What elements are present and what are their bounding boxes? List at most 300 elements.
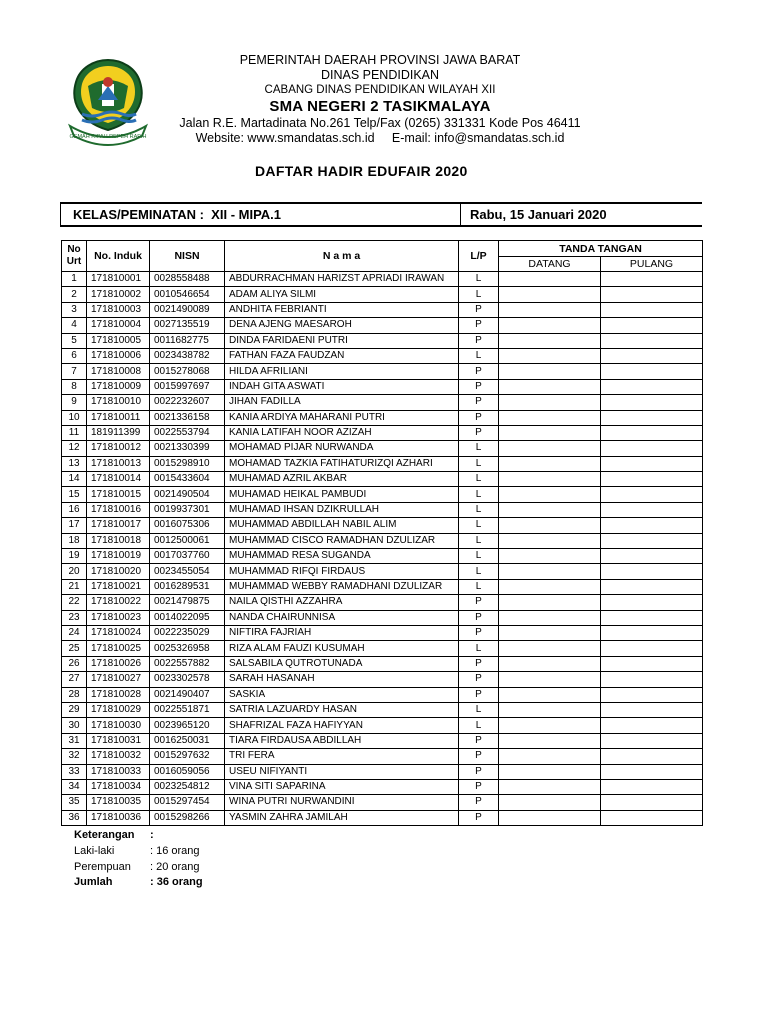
cell-signature-pulang[interactable] bbox=[601, 318, 703, 333]
cell-signature-pulang[interactable] bbox=[601, 472, 703, 487]
cell-no-induk: 181911399 bbox=[87, 425, 150, 440]
table-row bbox=[62, 672, 703, 687]
document-title: DAFTAR HADIR EDUFAIR 2020 bbox=[255, 163, 468, 179]
table-row bbox=[62, 502, 703, 517]
cell-signature-datang[interactable] bbox=[499, 641, 601, 656]
table-row bbox=[62, 641, 703, 656]
table-row bbox=[62, 610, 703, 625]
cell-no: 17 bbox=[62, 518, 87, 533]
cell-signature-pulang[interactable] bbox=[601, 564, 703, 579]
cell-signature-datang[interactable] bbox=[499, 364, 601, 379]
cell-nama: SHAFRIZAL FAZA HAFIYYAN bbox=[225, 718, 459, 733]
cell-signature-pulang[interactable] bbox=[601, 718, 703, 733]
cell-nisn: 0015997697 bbox=[150, 379, 225, 394]
cell-signature-datang[interactable] bbox=[499, 749, 601, 764]
cell-signature-datang[interactable] bbox=[499, 687, 601, 702]
cell-no: 3 bbox=[62, 302, 87, 317]
summary-total-label: Jumlah bbox=[74, 876, 113, 888]
cell-signature-pulang[interactable] bbox=[601, 287, 703, 302]
summary-heading-colon: : bbox=[150, 829, 154, 841]
cell-gender: L bbox=[459, 641, 499, 656]
cell-signature-datang[interactable] bbox=[499, 502, 601, 517]
cell-signature-pulang[interactable] bbox=[601, 795, 703, 810]
cell-nisn: 0023254812 bbox=[150, 779, 225, 794]
table-row bbox=[62, 364, 703, 379]
cell-nama: SALSABILA QUTROTUNADA bbox=[225, 656, 459, 671]
cell-no-induk: 171810008 bbox=[87, 364, 150, 379]
cell-nisn: 0027135519 bbox=[150, 318, 225, 333]
cell-nisn: 0021490504 bbox=[150, 487, 225, 502]
cell-signature-datang[interactable] bbox=[499, 718, 601, 733]
cell-gender: L bbox=[459, 702, 499, 717]
letterhead-address: Jalan R.E. Martadinata No.261 Telp/Fax (0265) 331331 Kode Pos 46411 bbox=[179, 116, 581, 130]
cell-gender: L bbox=[459, 533, 499, 548]
cell-no: 10 bbox=[62, 410, 87, 425]
cell-nama: MUHAMAD IHSAN DZIKRULLAH bbox=[225, 502, 459, 517]
table-row bbox=[62, 533, 703, 548]
cell-signature-datang[interactable] bbox=[499, 764, 601, 779]
cell-nisn: 0021479875 bbox=[150, 595, 225, 610]
cell-gender: P bbox=[459, 425, 499, 440]
summary-heading bbox=[74, 829, 154, 841]
cell-nama: USEU NIFIYANTI bbox=[225, 764, 459, 779]
summary-female-label: Perempuan bbox=[74, 861, 131, 873]
event-date: Rabu, 15 Januari 2020 bbox=[470, 207, 607, 222]
cell-no-induk: 171810035 bbox=[87, 795, 150, 810]
cell-signature-pulang[interactable] bbox=[601, 410, 703, 425]
cell-signature-datang[interactable] bbox=[499, 379, 601, 394]
cell-no: 32 bbox=[62, 749, 87, 764]
cell-gender: L bbox=[459, 272, 499, 287]
cell-no-induk: 171810010 bbox=[87, 395, 150, 410]
cell-no-induk: 171810029 bbox=[87, 702, 150, 717]
cell-no: 8 bbox=[62, 379, 87, 394]
letterhead-government: PEMERINTAH DAERAH PROVINSI JAWA BARAT bbox=[239, 53, 521, 67]
cell-signature-datang[interactable] bbox=[499, 533, 601, 548]
table-row bbox=[62, 733, 703, 748]
cell-gender: P bbox=[459, 779, 499, 794]
cell-nisn: 0022553794 bbox=[150, 425, 225, 440]
cell-nisn: 0023438782 bbox=[150, 348, 225, 363]
cell-signature-datang[interactable] bbox=[499, 333, 601, 348]
cell-nama: RIZA ALAM FAUZI KUSUMAH bbox=[225, 641, 459, 656]
header-no-induk: No. Induk bbox=[87, 241, 150, 272]
cell-no-induk: 171810033 bbox=[87, 764, 150, 779]
summary-total bbox=[74, 876, 203, 888]
cell-gender: P bbox=[459, 302, 499, 317]
cell-nisn: 0022551871 bbox=[150, 702, 225, 717]
cell-nisn: 0017037760 bbox=[150, 549, 225, 564]
cell-gender: P bbox=[459, 687, 499, 702]
cell-signature-pulang[interactable] bbox=[601, 533, 703, 548]
cell-gender: P bbox=[459, 333, 499, 348]
cell-nisn: 0021490089 bbox=[150, 302, 225, 317]
cell-signature-pulang[interactable] bbox=[601, 733, 703, 748]
cell-nisn: 0010546654 bbox=[150, 287, 225, 302]
cell-nisn: 0015297632 bbox=[150, 749, 225, 764]
cell-signature-datang[interactable] bbox=[499, 410, 601, 425]
cell-signature-pulang[interactable] bbox=[601, 348, 703, 363]
cell-signature-datang[interactable] bbox=[499, 672, 601, 687]
cell-nama: MUHAMAD HEIKAL PAMBUDI bbox=[225, 487, 459, 502]
table-row bbox=[62, 287, 703, 302]
cell-no: 4 bbox=[62, 318, 87, 333]
cell-signature-datang[interactable] bbox=[499, 472, 601, 487]
table-row bbox=[62, 779, 703, 794]
jawa-barat-emblem-logo bbox=[62, 56, 154, 148]
cell-no-induk: 171810002 bbox=[87, 287, 150, 302]
cell-nama: FATHAN FAZA FAUDZAN bbox=[225, 348, 459, 363]
cell-gender: L bbox=[459, 579, 499, 594]
table-row bbox=[62, 395, 703, 410]
cell-gender: P bbox=[459, 795, 499, 810]
cell-gender: L bbox=[459, 287, 499, 302]
summary-female-value: : 20 orang bbox=[150, 861, 200, 873]
cell-nisn: 0022232607 bbox=[150, 395, 225, 410]
cell-gender: L bbox=[459, 441, 499, 456]
header-datang: DATANG bbox=[499, 257, 601, 272]
cell-nisn: 0022557882 bbox=[150, 656, 225, 671]
cell-nisn: 0021490407 bbox=[150, 687, 225, 702]
cell-signature-pulang[interactable] bbox=[601, 702, 703, 717]
cell-no-induk: 171810014 bbox=[87, 472, 150, 487]
cell-gender: P bbox=[459, 364, 499, 379]
cell-gender: L bbox=[459, 718, 499, 733]
cell-nama: MUHAMMAD CISCO RAMADHAN DZULIZAR bbox=[225, 533, 459, 548]
cell-nama: MUHAMAD AZRIL AKBAR bbox=[225, 472, 459, 487]
cell-no: 23 bbox=[62, 610, 87, 625]
cell-no-induk: 171810016 bbox=[87, 502, 150, 517]
cell-no: 20 bbox=[62, 564, 87, 579]
cell-no: 14 bbox=[62, 472, 87, 487]
cell-nisn: 0014022095 bbox=[150, 610, 225, 625]
cell-nisn: 0015297454 bbox=[150, 795, 225, 810]
cell-signature-datang[interactable] bbox=[499, 395, 601, 410]
cell-nisn: 0016289531 bbox=[150, 579, 225, 594]
cell-gender: L bbox=[459, 456, 499, 471]
table-row bbox=[62, 487, 703, 502]
cell-signature-datang[interactable] bbox=[499, 795, 601, 810]
cell-no-induk: 171810025 bbox=[87, 641, 150, 656]
cell-signature-pulang[interactable] bbox=[601, 518, 703, 533]
cell-signature-pulang[interactable] bbox=[601, 395, 703, 410]
cell-nisn: 0016250031 bbox=[150, 733, 225, 748]
table-row bbox=[62, 333, 703, 348]
table-row bbox=[62, 379, 703, 394]
cell-no: 7 bbox=[62, 364, 87, 379]
cell-no: 25 bbox=[62, 641, 87, 656]
cell-signature-pulang[interactable] bbox=[601, 549, 703, 564]
cell-no-induk: 171810028 bbox=[87, 687, 150, 702]
cell-gender: P bbox=[459, 610, 499, 625]
cell-no-induk: 171810026 bbox=[87, 656, 150, 671]
cell-no-induk: 171810030 bbox=[87, 718, 150, 733]
cell-nisn: 0015433604 bbox=[150, 472, 225, 487]
cell-gender: L bbox=[459, 487, 499, 502]
cell-no: 28 bbox=[62, 687, 87, 702]
table-row bbox=[62, 595, 703, 610]
cell-nisn: 0022235029 bbox=[150, 625, 225, 640]
cell-no: 15 bbox=[62, 487, 87, 502]
cell-signature-datang[interactable] bbox=[499, 425, 601, 440]
cell-nama: DINDA FARIDAENI PUTRI bbox=[225, 333, 459, 348]
cell-signature-datang[interactable] bbox=[499, 272, 601, 287]
cell-signature-datang[interactable] bbox=[499, 348, 601, 363]
cell-signature-pulang[interactable] bbox=[601, 610, 703, 625]
cell-signature-pulang[interactable] bbox=[601, 656, 703, 671]
cell-signature-datang[interactable] bbox=[499, 733, 601, 748]
cell-signature-pulang[interactable] bbox=[601, 749, 703, 764]
cell-nisn: 0015278068 bbox=[150, 364, 225, 379]
cell-no: 18 bbox=[62, 533, 87, 548]
cell-gender: P bbox=[459, 395, 499, 410]
cell-nama: HILDA AFRILIANI bbox=[225, 364, 459, 379]
cell-no-induk: 171810006 bbox=[87, 348, 150, 363]
cell-nisn: 0012500061 bbox=[150, 533, 225, 548]
cell-no-induk: 171810021 bbox=[87, 579, 150, 594]
cell-no-induk: 171810004 bbox=[87, 318, 150, 333]
table-row bbox=[62, 579, 703, 594]
cell-gender: P bbox=[459, 379, 499, 394]
cell-no: 13 bbox=[62, 456, 87, 471]
cell-nama: YASMIN ZAHRA JAMILAH bbox=[225, 810, 459, 825]
cell-nama: JIHAN FADILLA bbox=[225, 395, 459, 410]
cell-gender: P bbox=[459, 410, 499, 425]
cell-nisn: 0019937301 bbox=[150, 502, 225, 517]
cell-signature-datang[interactable] bbox=[499, 625, 601, 640]
cell-nisn: 0023455054 bbox=[150, 564, 225, 579]
cell-nama: MUHAMMAD RIFQI FIRDAUS bbox=[225, 564, 459, 579]
table-row bbox=[62, 625, 703, 640]
cell-signature-pulang[interactable] bbox=[601, 364, 703, 379]
logo-banner-text: GEMAH RIPAH REPEH RAPIH bbox=[69, 134, 147, 140]
cell-signature-pulang[interactable] bbox=[601, 487, 703, 502]
cell-signature-datang[interactable] bbox=[499, 318, 601, 333]
cell-signature-datang[interactable] bbox=[499, 302, 601, 317]
letterhead-branch: CABANG DINAS PENDIDIKAN WILAYAH XII bbox=[264, 84, 496, 96]
table-row bbox=[62, 318, 703, 333]
cell-nama: TRI FERA bbox=[225, 749, 459, 764]
cell-nama: MUHAMMAD WEBBY RAMADHANI DZULIZAR bbox=[225, 579, 459, 594]
cell-signature-pulang[interactable] bbox=[601, 425, 703, 440]
table-row bbox=[62, 272, 703, 287]
table-row bbox=[62, 749, 703, 764]
cell-signature-pulang[interactable] bbox=[601, 333, 703, 348]
cell-no-induk: 171810036 bbox=[87, 810, 150, 825]
table-row bbox=[62, 518, 703, 533]
cell-signature-datang[interactable] bbox=[499, 487, 601, 502]
cell-gender: L bbox=[459, 549, 499, 564]
cell-no-induk: 171810011 bbox=[87, 410, 150, 425]
cell-signature-datang[interactable] bbox=[499, 441, 601, 456]
cell-nisn: 0023965120 bbox=[150, 718, 225, 733]
table-row bbox=[62, 441, 703, 456]
cell-no-induk: 171810009 bbox=[87, 379, 150, 394]
summary-male bbox=[74, 845, 200, 857]
cell-no: 6 bbox=[62, 348, 87, 363]
cell-no-induk: 171810005 bbox=[87, 333, 150, 348]
cell-nama: MUHAMMAD ABDILLAH NABIL ALIM bbox=[225, 518, 459, 533]
table-row bbox=[62, 549, 703, 564]
cell-nisn: 0015298910 bbox=[150, 456, 225, 471]
cell-no: 19 bbox=[62, 549, 87, 564]
header-no: No Urt bbox=[62, 241, 87, 272]
cell-no-induk: 171810015 bbox=[87, 487, 150, 502]
cell-no-induk: 171810024 bbox=[87, 625, 150, 640]
cell-signature-datang[interactable] bbox=[499, 579, 601, 594]
summary-male-value: : 16 orang bbox=[150, 845, 200, 857]
header-signature: TANDA TANGAN bbox=[499, 241, 703, 257]
cell-no: 34 bbox=[62, 779, 87, 794]
cell-no: 11 bbox=[62, 425, 87, 440]
cell-nama: NANDA CHAIRUNNISA bbox=[225, 610, 459, 625]
cell-signature-datang[interactable] bbox=[499, 595, 601, 610]
cell-nisn: 0016059056 bbox=[150, 764, 225, 779]
cell-signature-datang[interactable] bbox=[499, 702, 601, 717]
cell-signature-pulang[interactable] bbox=[601, 641, 703, 656]
cell-nama: SASKIA bbox=[225, 687, 459, 702]
cell-nama: ANDHITA FEBRIANTI bbox=[225, 302, 459, 317]
cell-no-induk: 171810019 bbox=[87, 549, 150, 564]
cell-signature-pulang[interactable] bbox=[601, 579, 703, 594]
cell-no: 35 bbox=[62, 795, 87, 810]
attendance-table-body bbox=[62, 272, 703, 826]
cell-signature-datang[interactable] bbox=[499, 518, 601, 533]
cell-signature-pulang[interactable] bbox=[601, 810, 703, 825]
cell-nama: MOHAMAD TAZKIA FATIHATURIZQI AZHARI bbox=[225, 456, 459, 471]
cell-signature-pulang[interactable] bbox=[601, 302, 703, 317]
table-row bbox=[62, 764, 703, 779]
cell-signature-pulang[interactable] bbox=[601, 687, 703, 702]
cell-signature-pulang[interactable] bbox=[601, 502, 703, 517]
cell-nisn: 0021330399 bbox=[150, 441, 225, 456]
table-row bbox=[62, 472, 703, 487]
cell-no-induk: 171810034 bbox=[87, 779, 150, 794]
cell-no-induk: 171810017 bbox=[87, 518, 150, 533]
cell-nama: VINA SITI SAPARINA bbox=[225, 779, 459, 794]
class-info-bar bbox=[60, 202, 702, 227]
cell-gender: L bbox=[459, 518, 499, 533]
header-gender: L/P bbox=[459, 241, 499, 272]
cell-nama: NIFTIRA FAJRIAH bbox=[225, 625, 459, 640]
cell-signature-datang[interactable] bbox=[499, 610, 601, 625]
summary-male-label: Laki-laki bbox=[74, 845, 115, 857]
attendance-table bbox=[61, 240, 703, 826]
summary-total-value: : 36 orang bbox=[150, 876, 203, 888]
cell-gender: P bbox=[459, 764, 499, 779]
cell-signature-pulang[interactable] bbox=[601, 441, 703, 456]
cell-signature-datang[interactable] bbox=[499, 287, 601, 302]
cell-no-induk: 171810023 bbox=[87, 610, 150, 625]
cell-gender: L bbox=[459, 348, 499, 363]
cell-signature-pulang[interactable] bbox=[601, 672, 703, 687]
table-row bbox=[62, 456, 703, 471]
cell-signature-datang[interactable] bbox=[499, 810, 601, 825]
cell-signature-datang[interactable] bbox=[499, 779, 601, 794]
cell-signature-datang[interactable] bbox=[499, 656, 601, 671]
table-row bbox=[62, 702, 703, 717]
cell-no-induk: 171810018 bbox=[87, 533, 150, 548]
cell-nama: INDAH GITA ASWATI bbox=[225, 379, 459, 394]
cell-nisn: 0015298266 bbox=[150, 810, 225, 825]
cell-no-induk: 171810001 bbox=[87, 272, 150, 287]
cell-gender: P bbox=[459, 595, 499, 610]
cell-no: 33 bbox=[62, 764, 87, 779]
table-row bbox=[62, 810, 703, 825]
cell-nama: MOHAMAD PIJAR NURWANDA bbox=[225, 441, 459, 456]
cell-no: 29 bbox=[62, 702, 87, 717]
cell-gender: P bbox=[459, 733, 499, 748]
table-row bbox=[62, 656, 703, 671]
cell-gender: P bbox=[459, 749, 499, 764]
cell-no: 9 bbox=[62, 395, 87, 410]
cell-signature-datang[interactable] bbox=[499, 549, 601, 564]
cell-no: 12 bbox=[62, 441, 87, 456]
cell-nama: KANIA ARDIYA MAHARANI PUTRI bbox=[225, 410, 459, 425]
cell-nama: WINA PUTRI NURWANDINI bbox=[225, 795, 459, 810]
cell-no: 26 bbox=[62, 656, 87, 671]
letterhead-contact: Website: www.smandatas.sch.id E-mail: info@smandatas.sch.id bbox=[195, 131, 565, 145]
cell-signature-pulang[interactable] bbox=[601, 595, 703, 610]
summary-female bbox=[74, 861, 200, 873]
header-pulang: PULANG bbox=[601, 257, 703, 272]
cell-no: 21 bbox=[62, 579, 87, 594]
cell-signature-datang[interactable] bbox=[499, 456, 601, 471]
cell-no: 22 bbox=[62, 595, 87, 610]
cell-nisn: 0023302578 bbox=[150, 672, 225, 687]
cell-nisn: 0028558488 bbox=[150, 272, 225, 287]
cell-no-induk: 171810020 bbox=[87, 564, 150, 579]
cell-gender: P bbox=[459, 672, 499, 687]
letterhead-school-name: SMA NEGERI 2 TASIKMALAYA bbox=[269, 98, 491, 115]
cell-signature-datang[interactable] bbox=[499, 564, 601, 579]
cell-no-induk: 171810032 bbox=[87, 749, 150, 764]
cell-no-induk: 171810031 bbox=[87, 733, 150, 748]
table-row bbox=[62, 348, 703, 363]
header-nama: N a m a bbox=[225, 241, 459, 272]
cell-no: 30 bbox=[62, 718, 87, 733]
cell-gender: P bbox=[459, 625, 499, 640]
cell-gender: P bbox=[459, 318, 499, 333]
cell-nisn: 0011682775 bbox=[150, 333, 225, 348]
table-row bbox=[62, 564, 703, 579]
cell-gender: P bbox=[459, 656, 499, 671]
cell-signature-pulang[interactable] bbox=[601, 625, 703, 640]
table-row bbox=[62, 410, 703, 425]
cell-signature-pulang[interactable] bbox=[601, 379, 703, 394]
cell-signature-pulang[interactable] bbox=[601, 456, 703, 471]
cell-signature-pulang[interactable] bbox=[601, 272, 703, 287]
cell-nama: MUHAMMAD RESA SUGANDA bbox=[225, 549, 459, 564]
cell-no-induk: 171810027 bbox=[87, 672, 150, 687]
cell-nama: SARAH HASANAH bbox=[225, 672, 459, 687]
table-row bbox=[62, 302, 703, 317]
class-label: KELAS/PEMINATAN : XII - MIPA.1 bbox=[73, 207, 282, 222]
cell-gender: P bbox=[459, 810, 499, 825]
cell-nama: DENA AJENG MAESAROH bbox=[225, 318, 459, 333]
cell-gender: L bbox=[459, 564, 499, 579]
cell-no: 31 bbox=[62, 733, 87, 748]
cell-signature-pulang[interactable] bbox=[601, 779, 703, 794]
attendance-table-header bbox=[62, 241, 703, 272]
table-row bbox=[62, 425, 703, 440]
cell-signature-pulang[interactable] bbox=[601, 764, 703, 779]
table-row bbox=[62, 795, 703, 810]
header-nisn: NISN bbox=[150, 241, 225, 272]
cell-nisn: 0021336158 bbox=[150, 410, 225, 425]
table-row bbox=[62, 687, 703, 702]
cell-nama: ABDURRACHMAN HARIZST APRIADI IRAWAN bbox=[225, 272, 459, 287]
